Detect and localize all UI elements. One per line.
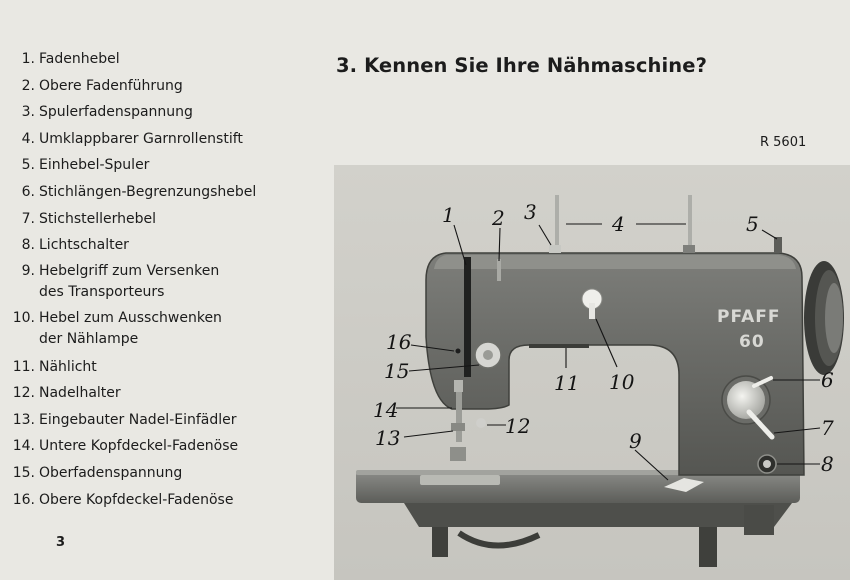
part-number: 4. xyxy=(21,130,35,147)
callout-15: 15 xyxy=(384,359,410,383)
part-number: 3. xyxy=(21,104,35,121)
part-label: Eingebauter Nadel-Einfädler xyxy=(39,411,237,428)
callout-7: 7 xyxy=(821,416,834,440)
model-badge: 60 xyxy=(739,332,765,352)
brand-logo: PFAFF xyxy=(717,307,781,327)
parts-list-item xyxy=(6,73,296,100)
part-number: 11. xyxy=(12,358,35,375)
part-label: Hebelgriff zum Versenken xyxy=(39,262,220,279)
callout-1: 1 xyxy=(442,203,455,227)
callout-16: 16 xyxy=(386,330,412,354)
callout-8: 8 xyxy=(821,452,834,476)
sewing-light xyxy=(529,344,589,348)
part-label: Stichstellerhebel xyxy=(39,210,157,227)
callout-14: 14 xyxy=(373,398,399,422)
parts-list xyxy=(6,46,296,513)
spool-pin xyxy=(688,195,692,250)
needle-threader xyxy=(476,418,486,428)
parts-list-item xyxy=(6,407,296,434)
parts-list-item xyxy=(6,46,296,73)
part-label: Stichlängen-Begrenzungshebel xyxy=(39,183,257,200)
parts-list-item xyxy=(6,487,296,514)
part-number: 14. xyxy=(12,438,35,455)
part-number: 1. xyxy=(21,51,35,67)
part-label: Nählicht xyxy=(39,358,97,375)
callout-4: 4 xyxy=(612,212,625,236)
callout-13: 13 xyxy=(375,426,401,450)
part-label: Umklappbarer Garnrollenstift xyxy=(39,130,243,147)
parts-list-item xyxy=(6,126,296,153)
upper-thread-guide xyxy=(497,259,501,281)
parts-list-item xyxy=(6,152,296,179)
parts-list-item xyxy=(6,179,296,206)
needle-plate xyxy=(420,475,500,485)
callout-12: 12 xyxy=(505,414,531,438)
part-label: Fadenhebel xyxy=(39,51,120,67)
handwheel xyxy=(804,261,844,375)
upper-thread-eyelet xyxy=(456,349,461,354)
spool-pin xyxy=(555,195,559,250)
parts-list-item xyxy=(6,259,296,306)
presser-foot xyxy=(450,447,466,461)
part-number: 12. xyxy=(12,385,35,402)
page-title: 3. Kennen Sie Ihre Nähmaschine? xyxy=(336,54,708,77)
callout-5: 5 xyxy=(746,212,759,236)
parts-list-item xyxy=(6,232,296,259)
page-number: 3 xyxy=(56,535,66,550)
sewing-machine-figure xyxy=(334,165,850,580)
part-label: Nadelhalter xyxy=(39,385,121,402)
part-label: Obere Kopfdeckel-Fadenöse xyxy=(39,491,234,508)
bobbin-thread-tension xyxy=(549,245,561,253)
callout-9: 9 xyxy=(629,429,642,453)
part-number: 8. xyxy=(21,237,35,254)
callout-11: 11 xyxy=(554,371,580,395)
parts-list-item xyxy=(6,460,296,487)
part-number: 16. xyxy=(12,491,35,508)
part-number: 6. xyxy=(21,183,35,200)
callout-10: 10 xyxy=(609,370,635,394)
needle-clamp xyxy=(451,423,465,431)
part-number: 15. xyxy=(12,464,35,481)
callout-6: 6 xyxy=(821,368,834,392)
part-label: Spulerfadenspannung xyxy=(39,104,193,121)
callout-3: 3 xyxy=(524,200,537,224)
part-label: Untere Kopfdeckel-Fadenöse xyxy=(39,438,239,455)
parts-list-item xyxy=(6,306,296,353)
reference-code: R 5601 xyxy=(760,135,807,150)
parts-list-item xyxy=(6,354,296,381)
part-number: 10. xyxy=(12,310,35,327)
part-label: Hebel zum Ausschwenken xyxy=(39,310,222,327)
callout-2: 2 xyxy=(492,206,505,230)
lower-thread-eyelet xyxy=(454,380,463,392)
parts-list-item xyxy=(6,433,296,460)
parts-list-item xyxy=(6,206,296,233)
part-label: Obere Fadenführung xyxy=(39,77,183,94)
needle-bar xyxy=(456,392,462,442)
parts-list-item xyxy=(6,380,296,407)
part-label-continued: der Nählampe xyxy=(39,331,139,348)
part-label: Oberfadenspannung xyxy=(39,464,183,481)
part-number: 5. xyxy=(21,157,35,174)
part-number: 13. xyxy=(12,411,35,428)
part-number: 2. xyxy=(21,77,35,94)
stitch-regulator-knob xyxy=(727,381,765,419)
thread-take-up-lever xyxy=(464,257,471,377)
part-number: 9. xyxy=(21,262,35,279)
part-number: 7. xyxy=(21,210,35,227)
part-label: Einhebel-Spuler xyxy=(39,157,150,174)
part-label: Lichtschalter xyxy=(39,237,129,254)
part-label-continued: des Transporteurs xyxy=(39,283,165,300)
bobbin-winder xyxy=(774,237,782,253)
parts-list-item xyxy=(6,99,296,126)
